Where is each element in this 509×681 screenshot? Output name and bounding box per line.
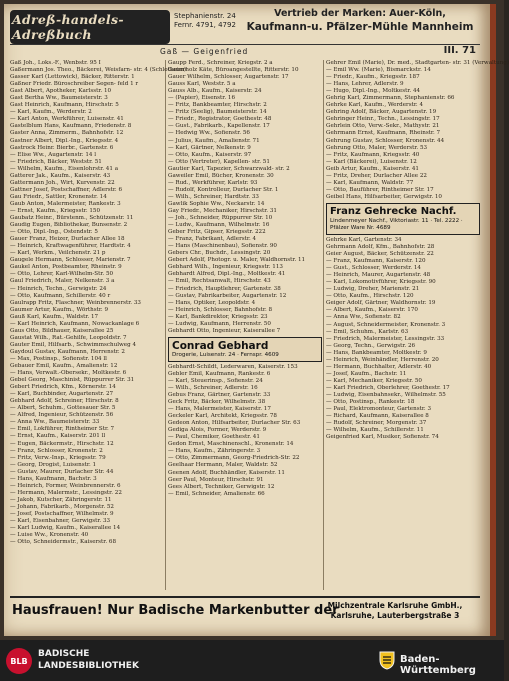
directory-entry: — Alfred, Ingenieur, Schützenstr. 56 [10, 412, 114, 419]
directory-entry: — Franz, Kaufmann, Kaiserstr. 120 [326, 258, 426, 265]
directory-entry: — Georg, Techn., Gerwigstr. 26 [326, 342, 416, 349]
directory-entry: Geiger Adolf, Gärtner, Waldhornstr. 19 [326, 300, 436, 307]
directory-entry: — Heinrich, Maurer, Augartenstr. 48 [326, 272, 431, 279]
coat-of-arms-icon [378, 650, 396, 670]
directory-entry: — Emil, Lokführer, Rintheimer Str. 7 [10, 426, 115, 433]
page-number: III. 71 [443, 45, 476, 56]
directory-entry: Gau Friedr., Sattler, Kronenstr. 14 [10, 193, 107, 200]
blb-logo[interactable]: BLB [6, 648, 32, 674]
directory-entry: Gaudig Eugen, Bibliothekar, Bunsenstr. 2 [10, 222, 128, 229]
header-advert [240, 8, 480, 33]
directory-entry: — Rudolf, Kontrolleur, Durlacher Str. 1 [168, 186, 279, 193]
directory-entry: Gehring Adolf, Bäcker, Augartenstr. 19 [326, 109, 437, 116]
directory-entry: Gedeon Anton, Hilfsarbeiter, Durlacher Str. 63 [168, 420, 301, 427]
directory-entry: — Karl Friedrich, Oberlehrer, Goethestr. 17 [326, 384, 450, 391]
directory-entry: — Fritz, Verw.-Insp., Kriegsstr. 79 [10, 454, 106, 461]
directory-entry: — Luise Ww., Kronenstr. 40 [10, 532, 89, 539]
directory-entry: — Karl, Werkm., Veilchenstr. 21 p [10, 250, 106, 257]
header-advert-line1: Vertrieb der Marken: Auer-Köln, [274, 8, 446, 19]
directory-entry: Gaukel Anton, Postbeamter, Rheinstr. 9 [10, 264, 122, 271]
directory-entry: — Hans, Lehrer, Adlerstr. 9 [326, 81, 404, 88]
directory-entry: — Karl, Kaufm., Werderstr. 2 [10, 109, 92, 116]
directory-entry: Gebhardt-Schildt, Lederwaren, Kaiserstr. 153 [168, 363, 298, 370]
directory-entry: Gattner Josef, Postschaffner, Adlerstr. 6 [10, 186, 123, 193]
directory-entry: Gebhard Wilh., Ingenieur, Kriegsstr. 113 [168, 264, 283, 271]
directory-entry: Gaumer Artur, Kaufm., Wörthstr. 9 [10, 306, 109, 313]
directory-entry: Gaß Joh., Loks.-F., Wenbstr. 95 I [10, 60, 101, 66]
directory-entry: — Otto, Schneidermstr., Kaiserstr. 68 [10, 539, 117, 546]
directory-entry: — Wilh., Schreiner, Adlerstr. 16 [168, 384, 258, 391]
directory-entry: Geer Paul, Monteur, Hirschstr. 91 [168, 476, 264, 483]
directory-entry: — Karl, Steuerinsp., Sofienstr. 24 [168, 377, 263, 384]
directory-entry: — Heinrich, Weinhändler, Herrenstr. 20 [326, 356, 439, 363]
footer-advert-company: Milchzentrale Karlsruhe GmbH., Karlsruhe, Lauterbergstraße 3 [327, 601, 463, 620]
directory-entry: — Josef, Postschaffner, Wilhelmstr. 9 [10, 511, 114, 517]
directory-entry: Gaweiler Emil, Bücher, Kronenstr. 30 [168, 172, 274, 179]
directory-entry: — Gustav, Fabrikarbeiter, Augartenstr. 12 [168, 292, 287, 299]
directory-entry: — Hans (Maschinenbau), Sofienstr. 90 [168, 243, 277, 250]
directory-entry: Gawlik Sophie Ww., Neckarstr. 14 [168, 200, 265, 207]
directory-entry: — Franz, Schlosser, Kronenstr. 2 [10, 447, 103, 454]
directory-entry: — (Papier), Eisenstr. 16 [168, 95, 236, 102]
directory-entry: Gehrung Gustav, Schlosser, Kronenstr. 44 [326, 137, 445, 144]
directory-entry: — Karl (Bäckerei), Luisenstr. 12 [326, 158, 417, 165]
directory-entry: Gaugele Hermann, Schlosser, Marienstr. 7 [10, 257, 131, 264]
directory-entry: Gehrmann Ernst, Kaufmann, Rheinstr. 7 [326, 130, 441, 137]
directory-entry: — Fritz (Seelig), Baumeisterstr. 14 [168, 109, 267, 116]
directory-entry: Gauß Karl, Kaufm., Waldstr. 17 [10, 313, 99, 320]
directory-entry: — Karl, Kaufmann, Waldstr. 77 [326, 179, 414, 186]
directory-entry: Gebauer Emil, Kaufm., Amalienstr. 12 [10, 363, 118, 370]
directory-entry: — Emil Ww. (Marie), Bismarckstr. 14 [326, 67, 431, 74]
directory-entry: — Ludwig, Kaufmann, Herrenstr. 50 [168, 320, 271, 327]
library-name[interactable]: BADISCHE LANDESBIBLIOTHEK [38, 649, 139, 671]
directory-entry: — Karl Ludwig, Kaufm., Kaiserallee 14 [10, 525, 121, 532]
directory-entry: — Karl Anton, Werkführer, Luisenstr. 41 [10, 116, 124, 123]
directory-entry: — Otto, Kaufm., Kaiserstr. 97 [168, 151, 252, 158]
directory-entry: — Friedrich, Hauptlehrer, Gartenstr. 38 [168, 285, 281, 292]
directory-entry: — Hans, Kaufmann, Bachstr. 3 [10, 475, 97, 482]
directory-entry: Gebert Friedrich, Kfm., Körnerstr. 14 [10, 384, 116, 391]
directory-entry: — Otto, Postinsp., Rankestr. 18 [326, 399, 415, 406]
directory-entry: — Jakob, Kutscher, Zähringerstr. 11 [10, 496, 112, 503]
directory-entry: — Joh., Schneider, Rüppurrer Str. 10 [168, 215, 273, 222]
directory-entry: — Anna Ww., Sofienstr. 82 [326, 314, 401, 321]
directory-entry: — Karl, Bankdirektor, Kriegsstr. 23 [168, 313, 268, 320]
directory-column-1 [10, 60, 187, 594]
directory-entry: — Eugen, Bäckermstr., Hirschstr. 12 [10, 440, 114, 447]
gebhard-advert-name: Conrad Gebhard [172, 339, 269, 352]
directory-entry: Gauer Wilhelm, Schlosser, Augartenstr. 17 [168, 74, 289, 81]
gehrecke-advert-name: Franz Gehrecke Nachf. [330, 205, 457, 217]
footer-advert [10, 596, 480, 630]
directory-entry: — Karl, Mechaniker, Kriegsstr. 50 [326, 377, 422, 384]
directory-entry: Gebhardt Otto, Ingenieur, Kaiserallee 7 [168, 327, 281, 334]
directory-entry: Gehrlein Otto, Verw.-Sekr., Mathystr. 21 [326, 123, 440, 130]
directory-entry: — Wilh., Schreiner, Hardtstr. 33 [168, 193, 259, 200]
directory-entry: — Hans, Malermeister, Kaiserstr. 17 [168, 406, 271, 413]
directory-entry: Gedon Ernst, Maschinenschl., Kronenstr. 14 [168, 441, 294, 448]
directory-entry: — Gust., Schlosser, Werderstr. 14 [326, 265, 421, 272]
directory-entry: Gay Friedr., Mechaniker, Hirschstr. 31 [168, 207, 277, 214]
directory-entry: — Otto, Kaufmann, Schillerstr. 40 r [10, 292, 111, 299]
directory-entry: Gebert Adolf, Photogr. u. Maler, Waldhornstr. 11 [168, 257, 306, 264]
directory-entry: — Albert, Kaufm., Kaiserstr. 170 [326, 307, 418, 314]
directory-entry: — Karl Heinrich, Kaufmann, Nowackanlage 6 [10, 320, 140, 327]
directory-entry: Gasser Karl (Lettowick), Bäcker, Ritterstr. 1 [10, 74, 135, 81]
header-rule [10, 44, 480, 45]
directory-entry: — Karl, Buchbinder, Augartenstr. 27 [10, 391, 114, 398]
directory-entry: Gauerholz Käte, Büroangestellte, Ritterstr. 10 [168, 67, 299, 74]
directory-entry: Gauss Alb., Kaufm., Kaiserstr. 24 [168, 88, 262, 95]
directory-entry: — Richard, Kaufmann, Kaiserallee 8 [326, 413, 429, 420]
directory-entry: Gaßner Friedr. Büroschreiber Segen- feld 1 r [10, 81, 139, 88]
directory-entry: Gehrung Otto, Maler, Werderstr. 53 [326, 144, 428, 151]
directory-entry: Gehrer Emil (Marie), Dr. med., Stadtgarten- str. 31 (Verwaltung) [326, 60, 509, 66]
directory-entry: Gastrock Heinr. Bierbr., Gartenstr. 6 [10, 144, 114, 151]
directory-entry: — Ludwig, Eisenbahnsekr., Wilhelmstr. 55 [326, 391, 446, 398]
directory-entry: Gaupp Ferd., Schreiner, Kriegstr. 2 a [168, 60, 273, 66]
directory-entry: — Otto, Dipl.-Ing., Ostendstr. 5 [10, 229, 98, 236]
publisher-address: Stephanienstr. 24 Fernr. 4791, 4792 [174, 12, 236, 29]
directory-entry: Gaster Anna, Zimmerm., Bahnhofstr. 12 [10, 130, 124, 137]
directory-entry: — Otto, Kaufm., Hirschstr. 120 [326, 293, 414, 300]
directory-entry: Gehrke Karl, Gartenstr. 34 [326, 236, 402, 243]
directory-entry: Gauer Franz, Heizer, Durlacher Allee 18 [10, 236, 125, 243]
directory-entry: Gees Albert, Techniker, Gerwigstr. 12 [168, 483, 275, 490]
directory-entry: Geib Artur, Kaufm., Kaiserstr. 41 [326, 165, 419, 172]
directory-entry: — Hans, Optiker, Leopoldstr. 4 [168, 299, 256, 306]
directory-entry: — Friedr., Registrator, Goethestr. 48 [168, 116, 272, 123]
directory-entry: — Fritz, Kaufmann, Kriegsstr. 40 [326, 151, 420, 158]
directory-entry: Gebhard Adolf, Schreiner, Hirschstr. 8 [10, 398, 119, 405]
directory-entry: Gaydoul Gustav, Kaufmann, Herrenstr. 2 [10, 348, 125, 355]
directory-entry: — Friedrich, Bäcker, Weststr. 51 [10, 158, 102, 165]
directory-entry: Geelhaar Hermann, Maler, Waldstr. 52 [168, 462, 278, 469]
directory-entry: — Heinrich, Techn., Gerwigstr. 24 [10, 285, 107, 292]
directory-entry: — Fritz, Dreher, Durlacher Allee 22 [326, 172, 427, 179]
directory-entry: — Rudolf, Schreiner, Morgenstr. 37 [326, 420, 427, 427]
directory-entry: — Paul, Chemiker, Goethestr. 41 [168, 434, 260, 441]
directory-entry: Geibel Hans, Hilfsarbeiter, Gerwigstr. 10 [326, 193, 442, 200]
directory-entry: — Hans, Verwalt.-Obersekr., Moltkestr. 6 [10, 370, 127, 377]
directory-entry: Gebus Franz, Gärtner, Gartenstr. 33 [168, 392, 271, 399]
directory-entry: Gehrig Karl, Zimmermann, Stephanienstr. 66 [326, 95, 455, 102]
directory-column-2 [168, 60, 322, 594]
directory-entry: — Hugo, Dipl.-Ing., Moltkestr. 44 [326, 88, 421, 95]
directory-entry: — Julius, Kaufm., Amalienstr. 71 [168, 137, 260, 144]
directory-entry: — Hans, Bankbeamter, Moltkestr. 9 [326, 349, 427, 356]
directory-entry: Geck Fritz, Bäcker, Wilhelmstr. 38 [168, 399, 266, 406]
directory-entry: Gaub Anton, Malermeister, Rankestr. 3 [10, 200, 121, 207]
gehrecke-advert-details: Lindenmeyer Nachf., Viktoriastr. 11 · Tel. 2222 · Pfälzer Ware Nr. 4689 [330, 217, 463, 231]
directory-entry: — Emil, Rechtsanwalt, Hirschstr. 43 [168, 278, 271, 285]
directory-entry: — Heinrich, Schlosser, Bahnhofstr. 8 [168, 306, 273, 313]
scanned-page [4, 4, 509, 636]
directory-entry: — Hermann, Malermstr., Lessingstr. 22 [10, 489, 122, 496]
directory-entry: — Emil, Schneider, Amalienstr. 66 [168, 490, 265, 497]
directory-entry: — August, Schneidermeister, Kronenstr. 3 [326, 321, 446, 328]
directory-entry: Gauss Karl, Weststr. 5 a [168, 81, 236, 88]
directory-entry: — Karl, Eisenbahner, Gerwigstr. 33 [10, 518, 111, 525]
directory-entry: Gehrke Karl, Kaufm., Werderstr. 4 [326, 102, 424, 109]
directory-entry: — Ludwig, Dreher, Marienstr. 21 [326, 286, 420, 293]
directory-entry: — Johann, Fabrikarb., Morgenstr. 52 [10, 503, 114, 510]
directory-entry: Gaus Otto, Bildhauer, Kaiserallee 25 [10, 327, 114, 334]
directory-entry: — Anna Ww., Baumeisterstr. 33 [10, 419, 100, 426]
directory-entry: — Hedwig Ww., Sofienstr. 56 [168, 130, 250, 137]
directory-entry: — Ernst, Kaufm., Kriegsstr. 150 [10, 207, 101, 214]
directory-entry: Gastner Albert, Dipl.-Ing., Kriegsstr. 4 [10, 137, 119, 144]
directory-entry: — Georg, Drogist, Luisenstr. 1 [10, 461, 97, 468]
directory-entry: Gaul Friedrich, Maler, Nelkenstr. 3 a [10, 278, 115, 285]
directory-entry: — Ludw., Kaufmann, Wilhelmstr. 16 [168, 222, 270, 229]
directory-entry: Gaustat Wilh., Rat.-Gehilfe, Leopoldstr. 7 [10, 334, 127, 341]
directory-entry: Gaulrapp Fritz, Flaschner, Weinbrennerstr. 33 [10, 299, 141, 306]
directory-entry: Gast Albert, Apotheker, Karlsstr. 10 [10, 88, 112, 95]
section-header [10, 46, 480, 58]
publisher-logo: Adreß-handels-Adreßbuch [10, 10, 170, 44]
directory-entry: — Karl, Gärtner, Nelkenstr. 9 [168, 144, 251, 151]
directory-entry: — Emil, Schuhm., Karlstr. 63 [326, 328, 409, 335]
state-name[interactable]: Baden-Württemberg [400, 654, 476, 676]
directory-entry: — Gust., Fabrikarb., Kapellenstr. 17 [168, 123, 270, 130]
directory-entry: Gediga Alois, Former, Werderstr. 9 [168, 427, 267, 434]
directory-entry: — Wilhelm, Kaufm., Schillerstr. 11 [326, 427, 424, 434]
directory-entry: Gebler Emil, Kaufmann, Rankestr. 6 [168, 370, 271, 377]
gehrecke-advert [326, 203, 480, 235]
directory-entry: — Max, Postinsp., Sofienstr. 104 ll [10, 355, 107, 362]
directory-entry: — Franz, Fabrikant, Adlerstr. 4 [168, 236, 257, 243]
directory-entry: Gaubatz Heinr., Bürstenm., Schützenstr. 11 [10, 215, 134, 222]
directory-entry: — Rud., Werkführer, Karlstr. 93 [168, 179, 258, 186]
library-footer-bar [0, 640, 504, 681]
directory-entry: Geigenfried Karl, Musiker, Sofienstr. 74 [326, 434, 439, 441]
directory-entry: Gast Heinrich, Kaufmann, Hirschstr. 5 [10, 102, 119, 109]
directory-entry: — Gustav, Maurer, Durlacher Str. 44 [10, 468, 114, 475]
directory-entry: — Otto (Vertreter), Kapellen- str. 51 [168, 158, 270, 165]
directory-column-3 [326, 60, 509, 594]
gebhard-advert [168, 337, 322, 362]
directory-entry: Gehrmann Adolf, Kfm., Bahnhofstr. 28 [326, 243, 435, 250]
directory-entry: — Otto, Bauführer, Rintheimer Str. 17 [326, 186, 434, 193]
directory-entry: Geier August, Bäcker, Schützenstr. 22 [326, 251, 434, 258]
directory-entry: Gattermann Joh., Wirt, Kurvenstr. 22 [10, 179, 115, 186]
directory-entry: — Fritz, Bankbeamter, Hirschstr. 2 [168, 102, 267, 109]
directory-columns [10, 60, 509, 594]
directory-entry: Gastelblum Hans, Kaufmann, Friedenstr. 8 [10, 123, 132, 130]
directory-entry: Geber Fritz, Gipser, Kriegsstr. 222 [168, 229, 266, 236]
header-advert-line2: Kaufmann-u. Pfälzer-Mühle Mannheim [246, 21, 474, 33]
directory-entry: — Paul, Elektromonteur, Gartenstr. 3 [326, 406, 432, 413]
directory-entry: Gaßermann Jos. Theo., Bäckerei, Weisfarn- str. 4 (Schlotheim) [10, 67, 187, 74]
directory-entry: — Friedr., Kaufm., Kriegsstr. 187 [326, 74, 420, 81]
directory-entry: Gautier Karl, Tapezier, Schwarzwald- str. 2 [168, 165, 290, 172]
directory-entry: — Hans, Kaufm., Zähringerstr. 3 [168, 448, 261, 455]
directory-entry: — Wilhelm, Kaufm., Eisenlohrstr. 41 a [10, 165, 119, 172]
footer-advert-headline: Hausfrauen! Nur Badische Markenbutter der [12, 603, 339, 618]
directory-entry: Gebel Georg, Maschinist, Rüppurrer Str. 31 [10, 377, 135, 384]
directory-entry: — Karl, Lokomotivführer, Kriegsstr. 90 [326, 279, 436, 286]
directory-entry: — Friedrich, Malermeister, Lessingstr. 33 [326, 335, 445, 342]
gebhard-advert-details: Drogerie, Luisenstr. 24 · Fernspr. 4609 [172, 351, 279, 358]
directory-entry: Geckeler Karl, Architekt, Kriegsstr. 78 [168, 413, 277, 420]
directory-entry: — Otto, Zimmermann, Georg-Friedrich-Str. 22 [168, 455, 300, 462]
directory-entry: Gauter Emil, Hilfsarb., Schwimmschulweg 4 [10, 341, 137, 348]
directory-entry: — Ernst, Kaufm., Kaiserstr. 201 ll [10, 433, 106, 440]
directory-entry: — Josef, Kaufm., Bachstr. 11 [326, 370, 407, 377]
directory-entry: — Albert, Schuhm., Gottesauer Str. 5 [10, 405, 116, 412]
directory-entry: Geenen Adolf, Buchhändler, Kaiserstr. 11 [168, 469, 285, 476]
name-range: Gaß — Geigenfried [160, 47, 249, 56]
directory-entry: Gatterer Jak., Kaufm., Kaiserstr. 43 [10, 172, 111, 179]
directory-entry: — Hermann, Buchhalter, Adlerstr. 40 [326, 363, 432, 370]
directory-entry: — Heinrich, Kraftwagenführer, Hardtstr. 4 [10, 243, 131, 250]
directory-entry: Gehringer Heinr., Techn., Lessingstr. 17 [326, 116, 440, 123]
directory-entry: — Otto, Lehrer, Karl-Wilhelm-Str. 50 [10, 271, 114, 278]
directory-entry: — Elise Ww., Augartenstr. 14 l [10, 151, 97, 158]
directory-entry: Gebhardt Alfred, Dipl.-Ing., Moltkestr. 41 [168, 271, 286, 278]
directory-entry: — Heinrich, Former, Weinbrennerstr. 6 [10, 482, 121, 489]
directory-entry: Gast Bertha Ww., Baumeisterstr. 3 [10, 95, 108, 102]
directory-entry: Gebers Chr., Buchdr., Lessingstr. 20 [168, 250, 271, 257]
